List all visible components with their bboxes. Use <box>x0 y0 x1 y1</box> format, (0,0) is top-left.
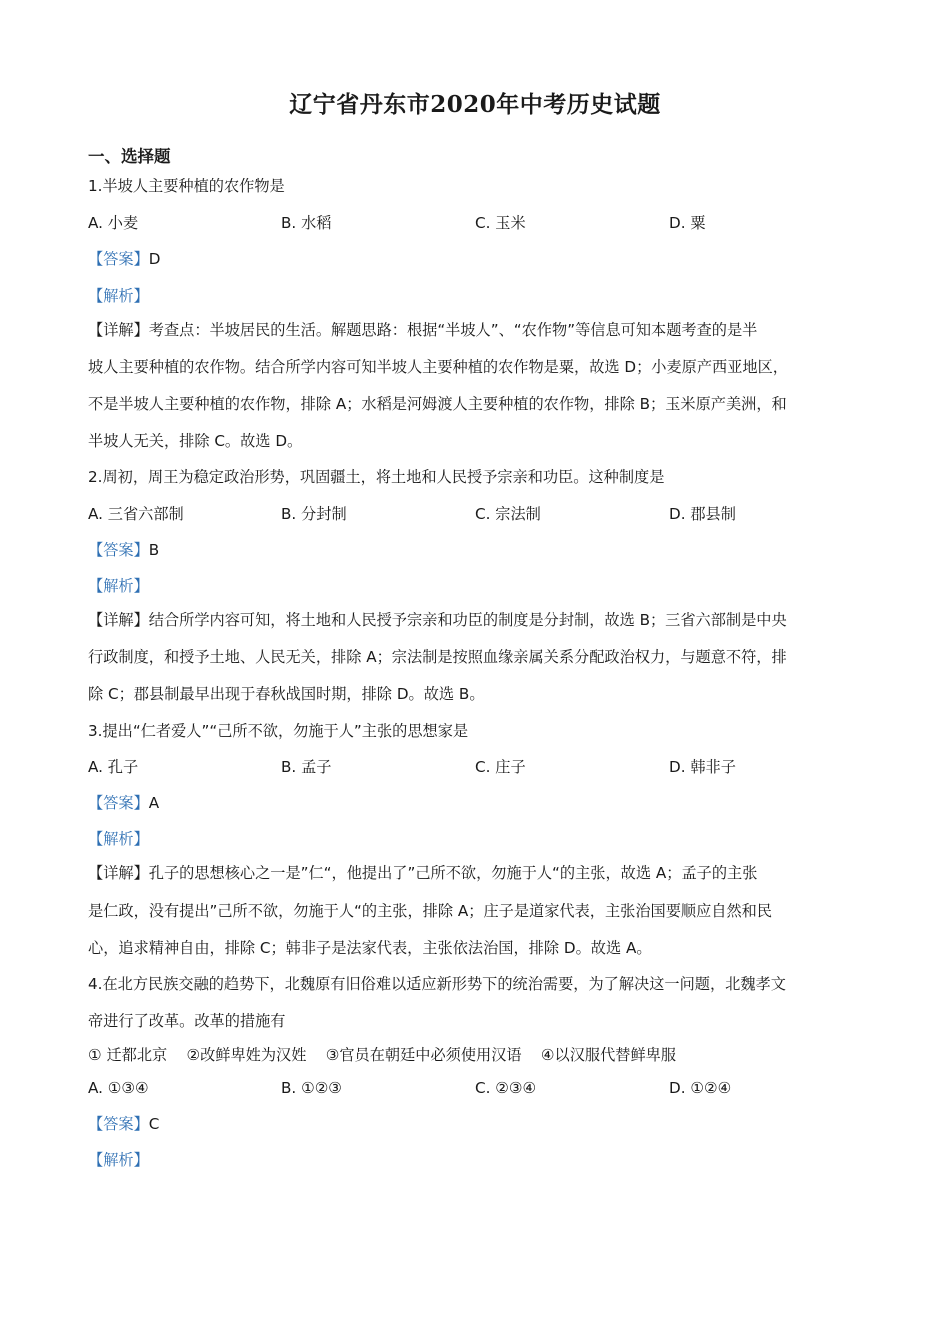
detail-tag: 【详解】 <box>88 611 149 629</box>
question-2-option-b: B. 分封制 <box>281 505 347 523</box>
question-3-detail-line: 心，追求精神自由，排除 C；韩非子是法家代表，主张依法治国，排除 D。故选 A。 <box>88 939 652 957</box>
question-2-option-d: D. 郡县制 <box>669 505 736 523</box>
question-3-detail-line <box>88 863 864 883</box>
question-4-measures: ① 迁都北京 ②改鲜卑姓为汉姓 ③官员在朝廷中必须使用汉语 ④以汉服代替鲜卑服 <box>88 1046 677 1064</box>
analysis-tag: 【解析】 <box>88 830 149 848</box>
answer-tag: 【答案】 <box>88 1115 149 1133</box>
question-2-answer <box>88 540 159 560</box>
question-1-analysis <box>88 286 149 306</box>
question-1-option-d: D. 粟 <box>669 214 706 232</box>
question-1-option-c: C. 玉米 <box>475 214 526 232</box>
question-3-answer <box>88 793 159 813</box>
question-3-analysis <box>88 829 149 849</box>
question-1-stem: 1.半坡人主要种植的农作物是 <box>88 177 285 195</box>
answer-value: C <box>148 1115 160 1133</box>
question-3-option-a: A. 孔子 <box>88 758 139 776</box>
question-1-option-a: A. 小麦 <box>88 214 139 232</box>
question-4-option-d: D. ①②④ <box>669 1079 732 1097</box>
question-2-option-c: C. 宗法制 <box>475 505 541 523</box>
question-4-option-c: C. ②③④ <box>475 1079 537 1097</box>
question-1-option-b: B. 水稻 <box>281 214 332 232</box>
question-3-option-c: C. 庄子 <box>475 758 526 776</box>
question-1-detail-line: 不是半坡人主要种植的农作物，排除 A；水稻是河姆渡人主要种植的农作物，排除 B；玉米原产美洲，和 <box>88 395 787 413</box>
question-1-answer <box>88 249 160 269</box>
answer-tag: 【答案】 <box>88 541 149 559</box>
analysis-tag: 【解析】 <box>88 287 149 305</box>
answer-tag: 【答案】 <box>88 794 149 812</box>
question-3-option-d: D. 韩非子 <box>669 758 736 776</box>
question-2-analysis <box>88 576 149 596</box>
detail-tag: 【详解】 <box>88 321 149 339</box>
answer-tag: 【答案】 <box>88 250 149 268</box>
analysis-tag: 【解析】 <box>88 577 149 595</box>
detail-text: 考查点：半坡居民的生活。解题思路：根据“半坡人”、“农作物”等信息可知本题考查的是半 <box>148 321 758 339</box>
question-3-option-b: B. 孟子 <box>281 758 332 776</box>
question-3-detail-line: 是仁政，没有提出”己所不欲，勿施于人“的主张，排除 A；庄子是道家代表，主张治国要顺应自然和民 <box>88 902 773 920</box>
answer-value: B <box>148 541 160 559</box>
question-2-detail-line: 除 C；郡县制最早出现于春秋战国时期，排除 D。故选 B。 <box>88 685 485 703</box>
question-4-stem-line: 4.在北方民族交融的趋势下，北魏原有旧俗难以适应新形势下的统治需要，为了解决这一问题，北魏孝文 <box>88 975 786 993</box>
section-heading: 一、选择题 <box>88 147 171 166</box>
question-4-option-b: B. ①②③ <box>281 1079 342 1097</box>
question-1-detail-line: 半坡人无关，排除 C。故选 D。 <box>88 432 303 450</box>
analysis-tag: 【解析】 <box>88 1151 149 1169</box>
question-1-detail-line <box>88 320 864 340</box>
question-3-stem: 3.提出“仁者爱人”“己所不欲，勿施于人”主张的思想家是 <box>88 722 469 740</box>
detail-text: 结合所学内容可知，将土地和人民授予宗亲和功臣的制度是分封制，故选 B；三省六部制是中央 <box>148 611 787 629</box>
answer-value: A <box>148 794 160 812</box>
detail-tag: 【详解】 <box>88 864 149 882</box>
question-2-detail-line <box>88 610 864 630</box>
question-2-option-a: A. 三省六部制 <box>88 505 184 523</box>
question-4-stem-line: 帝进行了改革。改革的措施有 <box>88 1012 286 1030</box>
question-4-answer <box>88 1114 159 1134</box>
question-2-detail-line: 行政制度，和授予土地、人民无关，排除 A；宗法制是按照血缘亲属关系分配政治权力，与题意不符，排 <box>88 648 787 666</box>
detail-text: 孔子的思想核心之一是”仁“，他提出了”己所不欲，勿施于人“的主张，故选 A；孟子的主张 <box>148 864 758 882</box>
question-1-detail-line: 坡人主要种植的农作物。结合所学内容可知半坡人主要种植的农作物是粟，故选 D；小麦原产西亚地区， <box>88 358 788 376</box>
answer-value: D <box>148 250 161 268</box>
question-4-analysis <box>88 1150 149 1170</box>
question-4-option-a: A. ①③④ <box>88 1079 149 1097</box>
question-2-stem: 2.周初，周王为稳定政治形势，巩固疆土，将土地和人民授予宗亲和功臣。这种制度是 <box>88 468 665 486</box>
page-title: 辽宁省丹东市2020年中考历史试题 <box>289 91 661 118</box>
